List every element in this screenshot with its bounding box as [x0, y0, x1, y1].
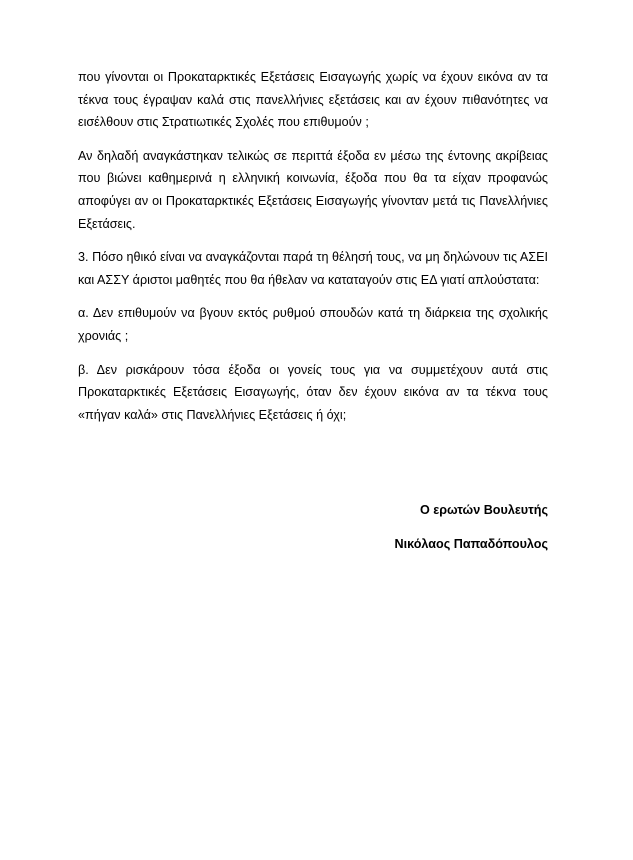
- paragraph-item-b: β. Δεν ρισκάρουν τόσα έξοδα οι γονείς τους για να συμμετέχουν αυτά στις Προκαταρκτικές Εξετάσεις Εισαγωγής, όταν δεν έχουν εικόνα αν τα τέκνα τους «πήγαν καλά» στις Πανελλήνιες Εξετάσεις ή όχι;: [78, 362, 548, 422]
- signature-name: Νικόλαος Παπαδόπουλος: [394, 537, 548, 551]
- paragraph-expenses: Αν δηλαδή αναγκάστηκαν τελικώς σε περιττά έξοδα εν μέσω της έντονης ακρίβειας που βιώνει καθημερινά η ελληνική κοινωνία, έξοδα που θα τα είχαν προφανώς αποφύγει αν οι Προκαταρκτικές Εξετάσεις Εισαγωγής γίνονταν μετά τις Πανελλήνιες Εξετάσεις.: [78, 148, 548, 231]
- document-body: [78, 66, 548, 437]
- paragraph-item-a: α. Δεν επιθυμούν να βγουν εκτός ρυθμού σπουδών κατά τη διάρκεια της σχολικής χρονιάς ;: [78, 306, 548, 343]
- paragraph-question-3: 3. Πόσο ηθικό είναι να αναγκάζονται παρά τη θέλησή τους, να μη δηλώνουν τις ΑΣΕΙ και ΑΣΣΥ άριστοι μαθητές που θα ήθελαν να καταταγούν στις ΕΔ γιατί απλούστατα:: [78, 250, 548, 287]
- paragraph-continuation: που γίνονται οι Προκαταρκτικές Εξετάσεις Εισαγωγής χωρίς να έχουν εικόνα αν τα τέκνα τους έγραψαν καλά στις πανελλήνιες εξετάσεις και αν έχουν πιθανότητες να εισέλθουν στις Στρατιωτικές Σχολές που επιθυμούν ;: [78, 70, 548, 130]
- signature-role: Ο ερωτών Βουλευτής: [419, 503, 548, 517]
